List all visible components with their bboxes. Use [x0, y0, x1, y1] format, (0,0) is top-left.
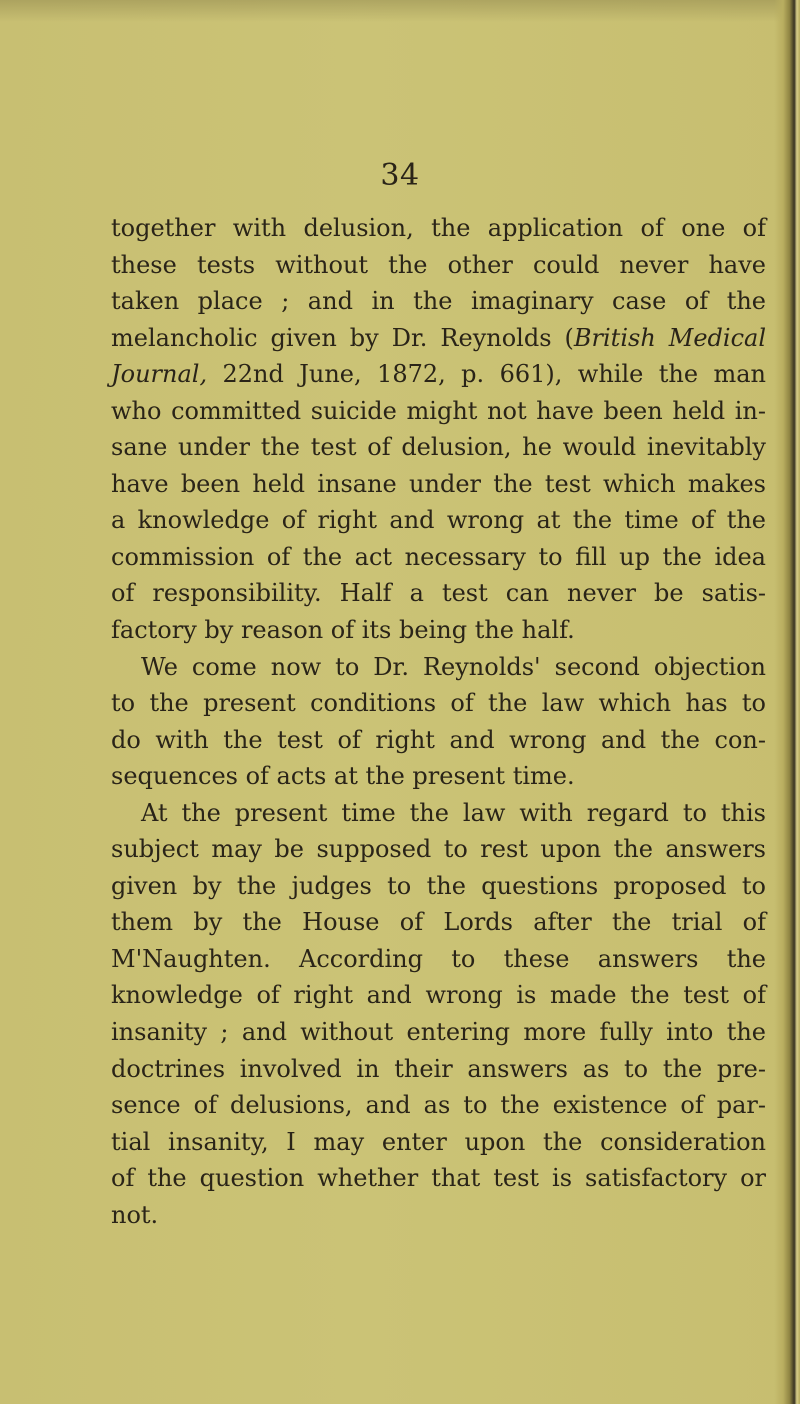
text-line: commission of the act necessary to fill up the idea [111, 542, 766, 571]
text-line: these tests without the other could never have [111, 250, 766, 279]
text-line: M'Naughten. According to these answers the [111, 944, 766, 973]
text-run: melancholic given by Dr. Reynolds ( [111, 323, 574, 352]
body-text [111, 210, 766, 1233]
text-line-with-italic [111, 356, 766, 393]
text-line: have been held insane under the test which makes [111, 469, 766, 498]
text-line: factory by reason of its being the half. [111, 616, 575, 645]
text-line: of the question whether that test is satisfactory or [111, 1164, 766, 1193]
text-line: subject may be supposed to rest upon the answers [111, 835, 766, 864]
text-line: of responsibility. Half a test can never be satis- [111, 579, 766, 608]
paragraph-start: We come now to Dr. Reynolds' second objection [141, 652, 766, 681]
paragraph-start: At the present time the law with regard to this [141, 798, 766, 827]
text-line: sence of delusions, and as to the existence of par- [111, 1091, 766, 1120]
text-line: given by the judges to the questions proposed to [111, 871, 766, 900]
text-line: them by the House of Lords after the trial of [111, 908, 766, 937]
journal-title: Journal, [111, 360, 208, 389]
text-line: together with delusion, the application of one of [111, 214, 766, 242]
text-line: a knowledge of right and wrong at the time of the [111, 506, 766, 535]
text-line: knowledge of right and wrong is made the test of [111, 981, 766, 1010]
text-line: sequences of acts at the present time. [111, 762, 575, 791]
text-line: to the present conditions of the law which has to [111, 689, 766, 718]
text-line: insanity ; and without entering more fully into the [111, 1018, 766, 1047]
page-edge [774, 0, 800, 1404]
text-line: do with the test of right and wrong and the con- [111, 725, 766, 754]
text-line: sane under the test of delusion, he would inevitably [111, 433, 766, 462]
page-top-shadow [0, 0, 800, 22]
text-line: doctrines involved in their answers as to the pre- [111, 1054, 766, 1083]
journal-title: British Medical [573, 323, 767, 352]
text-line: tial insanity, I may enter upon the consideration [111, 1127, 766, 1156]
page-number: 34 [380, 158, 420, 193]
text-line: who committed suicide might not have been held in- [111, 396, 766, 425]
text-run: 22nd June, 1872, p. 661), while the man [207, 360, 766, 389]
text-line: not. [111, 1200, 159, 1229]
text-line: taken place ; and in the imaginary case of the [111, 287, 766, 316]
text-line-with-italic [111, 320, 766, 357]
